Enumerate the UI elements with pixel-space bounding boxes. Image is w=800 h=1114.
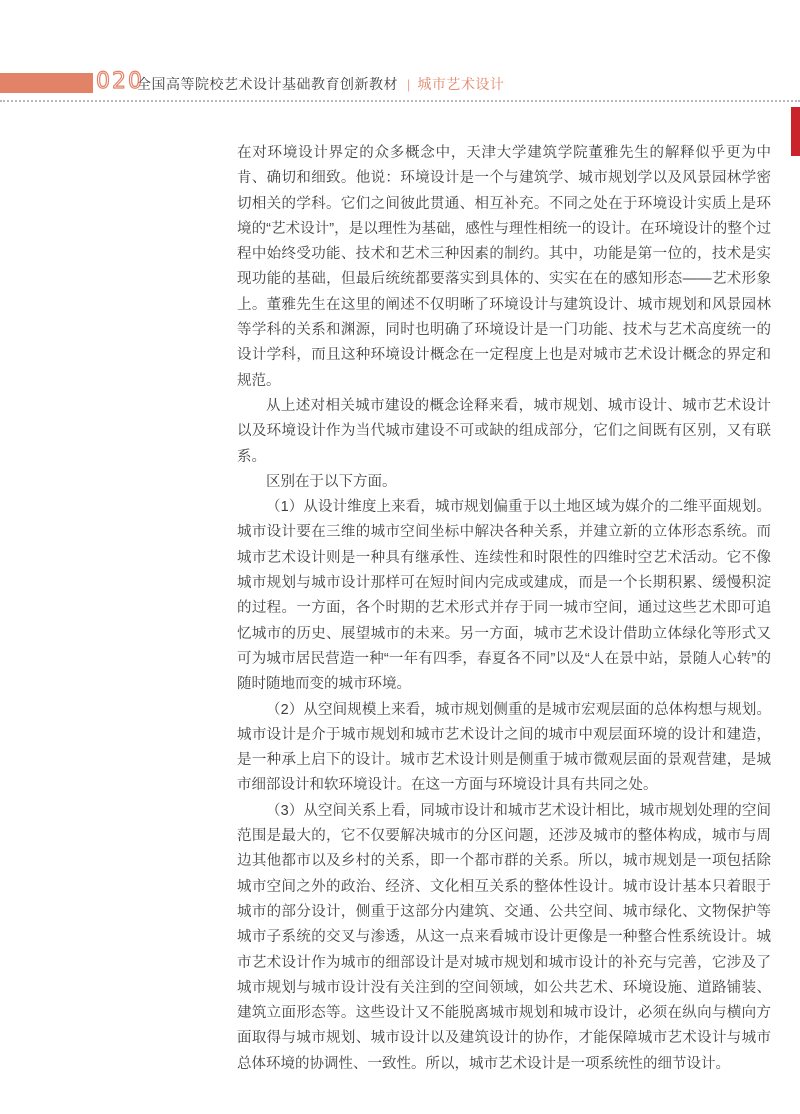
header-titles (137, 76, 504, 92)
header-accent-bar (0, 73, 93, 93)
book-title: 城市艺术设计 (417, 76, 505, 92)
body-paragraph: 在对环境设计界定的众多概念中，天津大学建筑学院董雅先生的解释似乎更为中肯、确切和细致。他说：环境设计是一个与建筑学、城市规划学以及风景园林学密切相关的学科。它们之间彼此贯通、相互补充。不同之处在于环境设计实质上是环境的“艺术设计”，是以理性为基础，感性与理性相统一的设计。在环境设计的整个过程中始终受功能、技术和艺术三种因素的制约。其中，功能是第一位的，技术是实现功能的基础，但最后统统都要落实到具体的、实实在在的感知形态——艺术形象上。董雅先生在这里的阐述不仅明晰了环境设计与建筑设计、城市规划和风景园林等学科的关系和渊源，同时也明确了环境设计是一门功能、技术与艺术高度统一的设计学科，而且这种环境设计概念在一定程度上也是对城市艺术设计概念的界定和规范。 (237, 145, 771, 389)
body-paragraph: （1）从设计维度上来看，城市规划偏重于以土地区域为媒介的二维平面规划。城市设计要在三维的城市空间坐标中解决各种关系，并建立新的立体形态系统。而城市艺术设计则是一种具有继承性、连续性和时限性的四维时空艺术活动。它不像城市规划与城市设计那样可在短时间内完成或建成，而是一个长期积累、缓慢积淀的过程。一方面，各个时期的艺术形式并存于同一城市空间，通过这些艺术即可追忆城市的历史、展望城市的未来。另一方面，城市艺术设计借助立体绿化等形式又可为城市居民营造一种“一年有四季，春夏各不同”以及“人在景中站，景随人心转”的随时随地而变的城市环境。 (237, 499, 771, 693)
body-text (237, 141, 771, 1077)
series-title: 全国高等院校艺术设计基础教育创新教材 (137, 76, 398, 92)
chapter-edge-tab (791, 107, 800, 156)
title-divider: | (407, 76, 410, 92)
body-paragraph: 从上述对相关城市建设的概念诠释来看，城市规划、城市设计、城市艺术设计以及环境设计作为当代城市建设不可或缺的组成部分，它们之间既有区别，又有联系。 (237, 397, 771, 465)
header-dotted-rule (0, 100, 800, 102)
page-number: 020 (96, 69, 144, 94)
body-paragraph: （3）从空间关系上看，同城市设计和城市艺术设计相比，城市规划处理的空间范围是最大的，它不仅要解决城市的分区问题，还涉及城市的整体构成，城市与周边其他都市以及乡村的关系，即一个都市群的关系。所以，城市规划是一项包括除城市空间之外的政治、经济、文化相互关系的整体性设计。城市设计基本只着眼于城市的部分设计，侧重于这部分内建筑、交通、公共空间、城市绿化、文物保护等城市子系统的交叉与渗透，从这一点来看城市设计更像是一种整合性系统设计。城市艺术设计作为城市的细部设计是对城市规划和城市设计的补充与完善，它涉及了城市规划与城市设计没有关注到的空间领域，如公共艺术、环境设施、道路铺装、建筑立面形态等。这些设计又不能脱离城市规划和城市设计，必须在纵向与横向方面取得与城市规划、城市设计以及建筑设计的协作，才能保障城市艺术设计与城市总体环境的协调性、一致性。所以，城市艺术设计是一项系统性的细节设计。 (237, 802, 771, 1072)
body-paragraph: （2）从空间规模上来看，城市规划侧重的是城市宏观层面的总体构想与规划。城市设计是介于城市规划和城市艺术设计之间的城市中观层面环境的设计和建造，是一种承上启下的设计。城市艺术设计则是侧重于城市微观层面的景观营建，是城市细部设计和软环境设计。在这一方面与环境设计具有共同之处。 (237, 701, 771, 794)
body-paragraph: 区别在于以下方面。 (266, 473, 397, 490)
